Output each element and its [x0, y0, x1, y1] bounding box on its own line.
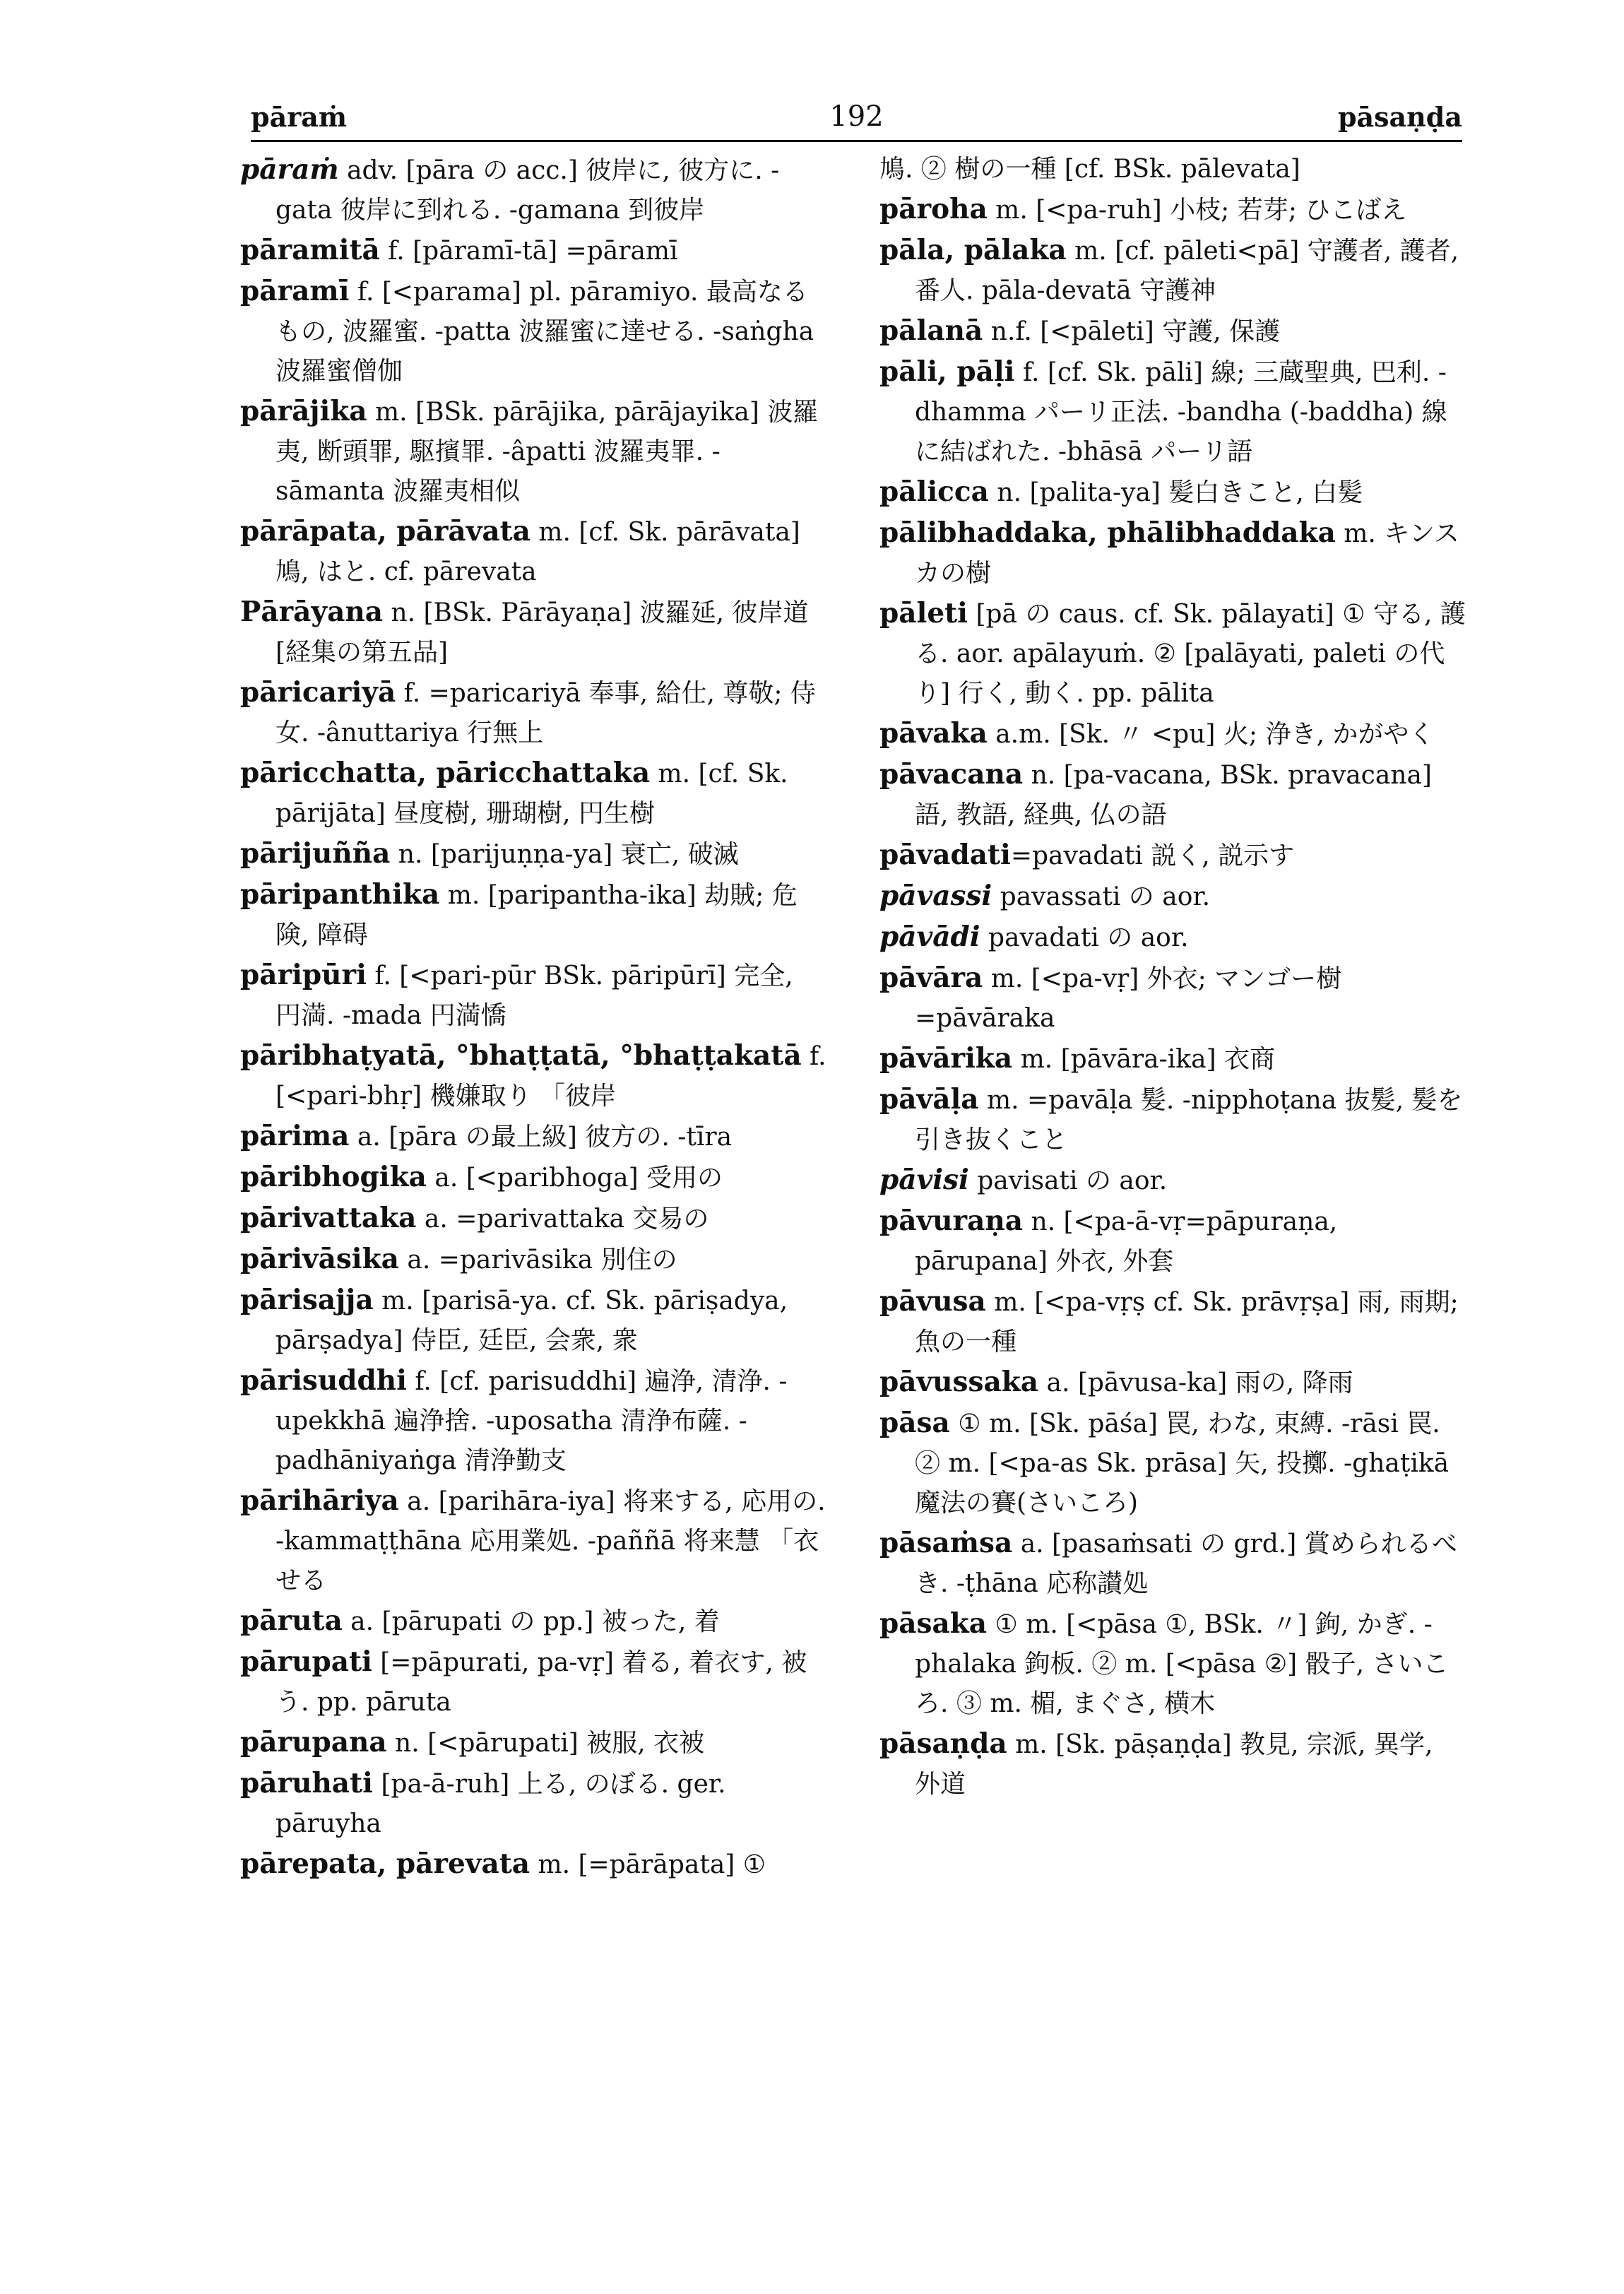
- dictionary-entry: [240, 1036, 826, 1116]
- entry-definition: m. [cf. pāleti<pā] 守護者, 護者, 番人. pāla-devatā 守護神: [915, 237, 1459, 305]
- entry-headword: pāroha: [879, 193, 988, 225]
- entry-headword: pārupana: [240, 1726, 387, 1758]
- entry-headword: pālibhaddaka, phālibhaddaka: [879, 516, 1336, 549]
- entry-definition: m. [paripantha-ika] 劫賊; 危険, 障碍: [275, 881, 798, 950]
- dictionary-entry: [879, 1362, 1466, 1403]
- entry-definition: n. [<pa-ā-vṛ=pāpuraṇa, pārupana] 外衣, 外套: [915, 1207, 1338, 1276]
- entry-headword: pārepata, pārevata: [240, 1847, 530, 1880]
- entry-definition: m. [<pa-vṛṣ cf. Sk. prāvṛṣa] 雨, 雨期; 魚の一種: [915, 1288, 1459, 1356]
- entry-definition: [pa-ā-ruh] 上る, のぼる. ger. pāruyha: [275, 1770, 726, 1838]
- entry-definition: f. [pāramī-tā] =pāramī: [379, 237, 678, 266]
- dictionary-entry: [240, 1280, 826, 1361]
- entry-headword: pāricariyā: [240, 676, 396, 709]
- entry-definition: f. [<parama] pl. pāramiyo. 最高なるもの, 波羅蜜. -patta 波羅蜜に達せる. -saṅgha 波羅蜜僧伽: [275, 278, 814, 386]
- dictionary-entry: [240, 875, 826, 955]
- entry-definition: m. [<pa-vṛ] 外衣; マンゴー樹 =pāvāraka: [915, 964, 1342, 1033]
- entry-definition: pavadati の aor.: [980, 923, 1189, 952]
- dictionary-entry: [879, 835, 1466, 876]
- entry-headword: pāli, pāḷi: [879, 355, 1015, 388]
- entry-headword: pāvadati: [879, 839, 1011, 871]
- entry-headword: pārivattaka: [240, 1202, 417, 1234]
- dictionary-entry: [240, 673, 826, 753]
- entry-headword: pārājika: [240, 395, 367, 427]
- dictionary-entry: [240, 1763, 826, 1844]
- entry-definition: n.f. [<pāleti] 守護, 保護: [983, 317, 1281, 346]
- entry-definition: m. [cf. Sk. pārijāta] 昼度樹, 珊瑚樹, 円生樹: [275, 759, 788, 828]
- dictionary-entry: [879, 714, 1466, 755]
- entry-headword: pāvassi: [879, 880, 992, 912]
- entry-headword: pāricchatta, pāricchattaka: [240, 757, 651, 789]
- entry-headword: pāvāḷa: [879, 1083, 979, 1116]
- entry-definition: f. [<pari-pūr BSk. pāripūrī] 完全, 円満. -mada 円満憍: [275, 962, 793, 1030]
- entry-definition: m. [cf. Sk. pārāvata] 鳩, はと. cf. pārevata: [275, 518, 800, 586]
- entry-definition: a. =parivāsika 別住の: [398, 1246, 677, 1275]
- entry-definition: m. =pavāḷa 髪. -nipphoṭana 抜髪, 髪を引き抜くこと: [915, 1086, 1463, 1154]
- entry-definition: m. [BSk. pārājika, pārājayika] 波羅夷, 断頭罪, 駆擯罪. -âpatti 波羅夷罪. -sāmanta 波羅夷相似: [275, 398, 819, 506]
- entry-definition: n. [<pārupati] 被服, 衣被: [386, 1729, 705, 1758]
- dictionary-entry: [879, 150, 1466, 189]
- entry-headword: pārāpata, pārāvata: [240, 515, 531, 548]
- entry-headword: pālanā: [879, 314, 983, 347]
- entry-headword: pāramitā: [240, 234, 380, 266]
- entry-headword: pāsa: [879, 1407, 950, 1439]
- dictionary-entry: [240, 391, 826, 512]
- entry-headword: pāvaka: [879, 717, 988, 750]
- entry-headword: pāla, pālaka: [879, 234, 1067, 266]
- entry-definition: m. [Sk. pāṣaṇḍa] 教見, 宗派, 異学, 外道: [915, 1730, 1433, 1799]
- entry-headword: pāleti: [879, 597, 968, 629]
- dictionary-entry: [240, 1116, 826, 1157]
- entry-definition: 鳩. ② 樹の一種 [cf. BSk. pālevata]: [879, 155, 1300, 184]
- dictionary-entry: [879, 593, 1466, 714]
- dictionary-entry: [879, 1403, 1466, 1523]
- dictionary-entry: [879, 917, 1466, 958]
- running-head-right: pāsaṇḍa: [1337, 101, 1462, 133]
- dictionary-entry: [879, 1201, 1466, 1282]
- dictionary-entry: [879, 958, 1466, 1039]
- dictionary-entry: [240, 955, 826, 1036]
- entry-definition: m. [<pa-ruh] 小枝; 若芽; ひこばえ: [987, 196, 1407, 225]
- entry-headword: pāraṁ: [240, 153, 339, 186]
- running-head-left: pāraṁ: [251, 101, 348, 133]
- entry-headword: pāvussaka: [879, 1366, 1039, 1398]
- entry-definition: a.m. [Sk. 〃 <pu] 火; 浄き, かがやく: [987, 720, 1435, 749]
- dictionary-entry: [879, 1604, 1466, 1724]
- dictionary-entry: [240, 1844, 826, 1885]
- entry-definition: a. [pāra の最上級] 彼方の. -tīra: [349, 1123, 733, 1152]
- dictionary-entry: [879, 876, 1466, 917]
- entry-headword: pārupati: [240, 1645, 372, 1678]
- entry-definition: a. [<paribhoga] 受用の: [426, 1164, 723, 1193]
- entry-definition: m. [=pārāpata] ①: [530, 1850, 766, 1879]
- dictionary-entry: [879, 311, 1466, 352]
- entry-definition: a. [pāvusa-ka] 雨の, 降雨: [1038, 1368, 1353, 1397]
- entry-definition: m. [pāvāra-ika] 衣商: [1012, 1045, 1276, 1074]
- right-column: [879, 150, 1466, 1804]
- page-number: 192: [829, 100, 884, 133]
- dictionary-entry: [240, 1601, 826, 1642]
- dictionary-entry: [240, 1239, 826, 1280]
- entry-definition: f. [<pari-bhṛ] 機嫌取り 「彼岸: [275, 1042, 826, 1111]
- dictionary-entry: [879, 1282, 1466, 1362]
- entry-definition: a. [parihāra-iya] 将来する, 応用の. -kammaṭṭhāna 応用業処. -paññā 将来慧 「衣せる: [275, 1487, 826, 1595]
- entry-headword: pāvacana: [879, 758, 1024, 791]
- dictionary-entry: [240, 1642, 826, 1722]
- dictionary-entry: [240, 834, 826, 875]
- dictionary-entry: [240, 1481, 826, 1601]
- entry-headword: pārihāriya: [240, 1484, 399, 1517]
- entry-definition: f. [cf. parisuddhi] 遍浄, 清浄. -upekkhā 遍浄捨. -uposatha 清浄布薩. -padhāniyaṅga 清浄勤支: [275, 1367, 788, 1475]
- dictionary-entry: [879, 472, 1466, 513]
- left-column: [240, 150, 826, 1885]
- entry-headword: pāruta: [240, 1604, 343, 1637]
- entry-headword: Pārāyana: [240, 596, 383, 628]
- entry-definition: f. [cf. Sk. pāli] 線; 三蔵聖典, 巴利. -dhamma パーリ正法. -bandha (-baddha) 線に結ばれた. -bhāsā パーリ語: [915, 358, 1447, 466]
- entry-definition: ① m. [Sk. pāśa] 罠, わな, 束縛. -rāsi 罠. ② m. [<pa-as Sk. prāsa] 矢, 投擲. -ghaṭikā 魔法の賽(さいころ): [915, 1409, 1450, 1518]
- dictionary-entry: [240, 150, 826, 230]
- entry-definition: adv. [pāra の acc.] 彼岸に, 彼方に. -gata 彼岸に到れる. -gamana 到彼岸: [275, 156, 780, 225]
- entry-definition: n. [BSk. Pārāyaṇa] 波羅延, 彼岸道[経集の第五品]: [275, 598, 809, 667]
- entry-definition: =pavadati 説く, 説示す: [1010, 841, 1295, 870]
- entry-definition: n. [pa-vacana, BSk. pravacana] 語, 教語, 経典, 仏の語: [915, 761, 1432, 829]
- entry-headword: pāramī: [240, 275, 350, 307]
- entry-definition: m. [parisā-ya. cf. Sk. pāriṣadya, pārṣadya] 侍臣, 廷臣, 会衆, 衆: [275, 1287, 788, 1355]
- entry-headword: pāsaṇḍa: [879, 1727, 1007, 1760]
- dictionary-entry: [240, 271, 826, 391]
- entry-definition: m. キンスカの樹: [915, 519, 1459, 588]
- dictionary-entry: [240, 1198, 826, 1239]
- entry-headword: pālicca: [879, 475, 989, 508]
- entry-headword: pāvisi: [879, 1164, 969, 1196]
- entry-headword: pāripūri: [240, 959, 367, 991]
- entry-headword: pāvādi: [879, 921, 980, 953]
- entry-definition: f. =paricariyā 奉事, 給仕, 尊敬; 侍女. -ânuttariya 行無上: [275, 679, 816, 747]
- entry-headword: pāripanthika: [240, 878, 440, 911]
- dictionary-entry: [879, 352, 1466, 472]
- entry-headword: pārijuñña: [240, 837, 391, 870]
- dictionary-entry: [879, 1080, 1466, 1160]
- entry-headword: pāvāra: [879, 962, 983, 994]
- entry-headword: pāribhogika: [240, 1161, 427, 1193]
- entry-headword: pāvārika: [879, 1042, 1013, 1075]
- entry-definition: n. [palita-ya] 髪白きこと, 白髪: [988, 478, 1363, 507]
- dictionary-entry: [240, 230, 826, 271]
- dictionary-entry: [240, 1157, 826, 1198]
- entry-definition: pavisati の aor.: [968, 1166, 1168, 1195]
- dictionary-entry: [240, 1361, 826, 1481]
- entry-definition: a. [pārupati の pp.] 被った, 着: [342, 1607, 720, 1636]
- entry-definition: a. =parivattaka 交易の: [416, 1205, 709, 1234]
- entry-headword: pāsaṁsa: [879, 1527, 1013, 1559]
- dictionary-entry: [879, 189, 1466, 230]
- dictionary-entry: [240, 592, 826, 673]
- entry-headword: pāvuraṇa: [879, 1205, 1023, 1237]
- dictionary-entry: [879, 1039, 1466, 1080]
- entry-definition: [=pāpurati, pa-vṛ] 着る, 着衣す, 被う. pp. pāruta: [275, 1648, 807, 1717]
- entry-definition: [pā の caus. cf. Sk. pālayati] ① 守る, 護る. aor. apālayuṁ. ② [palāyati, paleti の代り] 行く, 動く. pp. pālita: [915, 600, 1466, 708]
- entry-headword: pārisuddhi: [240, 1364, 407, 1397]
- entry-headword: pārivāsika: [240, 1243, 399, 1275]
- entry-definition: ① m. [<pāsa ①, BSk. 〃] 鉤, かぎ. -phalaka 鉤板. ② m. [<pāsa ②] 骰子, さいころ. ③ m. 楣, まぐさ, 横木: [915, 1610, 1449, 1718]
- dictionary-entry: [240, 753, 826, 834]
- entry-definition: pavassati の aor.: [992, 882, 1211, 911]
- entry-headword: pāruhati: [240, 1767, 373, 1799]
- entry-headword: pāsaka: [879, 1607, 988, 1640]
- dictionary-entry: [879, 1724, 1466, 1804]
- dictionary-entry: [240, 512, 826, 592]
- dictionary-entry: [879, 230, 1466, 311]
- dictionary-entry: [240, 1722, 826, 1763]
- dictionary-entry: [879, 1523, 1466, 1604]
- dictionary-entry: [879, 513, 1466, 593]
- entry-headword: pārisajja: [240, 1284, 374, 1316]
- entry-definition: a. [pasaṁsati の grd.] 賞められるべき. -ṭhāna 応称讃処: [915, 1530, 1457, 1598]
- dictionary-entry: [879, 755, 1466, 835]
- dictionary-entry: [879, 1160, 1466, 1201]
- entry-definition: n. [parijuṇṇa-ya] 衰亡, 破滅: [390, 840, 739, 869]
- entry-headword: pāvusa: [879, 1285, 986, 1318]
- entry-headword: pārima: [240, 1120, 350, 1152]
- entry-headword: pāribhaṭyatā, °bhaṭṭatā, °bhaṭṭakatā: [240, 1039, 802, 1072]
- page-header: [251, 90, 1462, 142]
